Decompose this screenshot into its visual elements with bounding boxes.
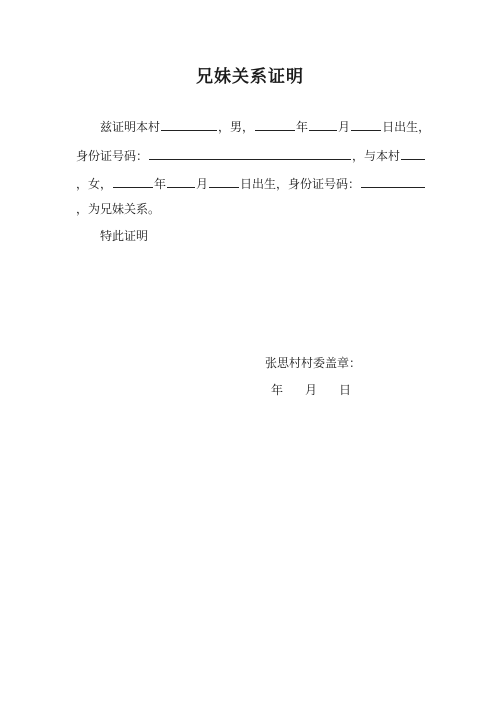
gender-male-text: ，男， [218, 120, 255, 134]
month-label-2: 月 [196, 177, 209, 191]
body-line-2 [76, 147, 426, 164]
id-blank-1 [149, 147, 351, 160]
date-year-label: 年 [271, 383, 284, 397]
month-blank-2 [167, 175, 195, 188]
intro-text: 兹证明本村 [100, 120, 161, 134]
month-label-1: 月 [338, 120, 351, 134]
month-blank-1 [309, 118, 337, 131]
day-blank-1 [351, 118, 381, 131]
id-label-1: 身份证号码： [76, 149, 149, 163]
document-title: 兄妹关系证明 [196, 67, 304, 87]
body-line-4: ，为兄妹关系。 [76, 202, 161, 216]
with-village-text: ，与本村 [352, 149, 401, 163]
body-line-1 [100, 118, 430, 135]
name-blank-1 [161, 118, 217, 131]
day-blank-2 [209, 175, 239, 188]
date-day-label: 日 [339, 383, 352, 397]
closing-line: 特此证明 [100, 229, 149, 243]
id-blank-2 [361, 175, 425, 188]
body-line-3 [76, 175, 426, 192]
gender-female-text: ，女， [76, 177, 113, 191]
date-month-label: 月 [305, 383, 318, 397]
year-blank-2 [113, 175, 153, 188]
date-line [271, 382, 351, 398]
name-blank-2 [401, 147, 425, 160]
born-id-text: 日出生，身份证号码： [240, 177, 361, 191]
year-label-2: 年 [154, 177, 167, 191]
year-blank-1 [255, 118, 295, 131]
signature-label: 张思村村委盖章： [265, 356, 362, 370]
born-text-1: 日出生， [382, 120, 431, 134]
year-label-1: 年 [296, 120, 309, 134]
